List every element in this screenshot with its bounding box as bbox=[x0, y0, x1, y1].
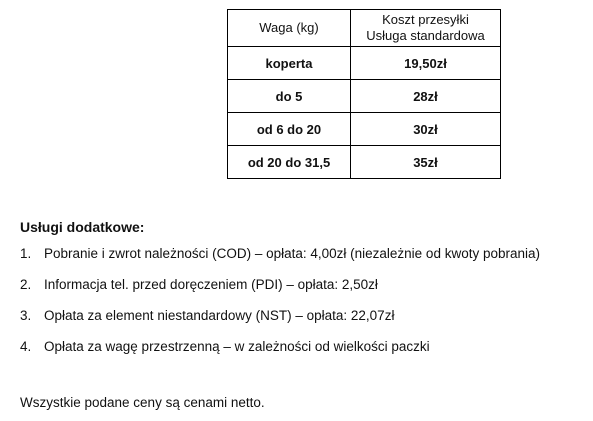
list-item-number: 1. bbox=[20, 246, 32, 261]
list-item bbox=[20, 308, 540, 339]
header-cost-line1: Koszt przesyłki bbox=[382, 12, 469, 27]
list-item-number: 2. bbox=[20, 277, 32, 292]
header-cost-line2: Usługa standardowa bbox=[366, 28, 485, 43]
cost-cell: 30zł bbox=[351, 113, 501, 146]
list-item bbox=[20, 246, 540, 277]
weight-cell: koperta bbox=[228, 47, 351, 80]
table-row bbox=[228, 80, 501, 113]
list-item-number: 3. bbox=[20, 308, 32, 323]
table-row bbox=[228, 47, 501, 80]
services-heading: Usługi dodatkowe: bbox=[20, 219, 145, 235]
table-header-row bbox=[228, 10, 501, 47]
list-item bbox=[20, 339, 540, 370]
list-item-number: 4. bbox=[20, 339, 32, 354]
weight-cell: do 5 bbox=[228, 80, 351, 113]
weight-cell: od 20 do 31,5 bbox=[228, 146, 351, 179]
table-row bbox=[228, 113, 501, 146]
header-weight: Waga (kg) bbox=[228, 10, 351, 47]
weight-cell: od 6 do 20 bbox=[228, 113, 351, 146]
list-item-text: Pobranie i zwrot należności (COD) – opłata: 4,00zł (niezależnie od kwoty pobrania) bbox=[44, 246, 540, 261]
header-cost bbox=[351, 10, 501, 47]
list-item-text: Opłata za wagę przestrzenną – w zależności od wielkości paczki bbox=[44, 339, 430, 354]
cost-cell: 28zł bbox=[351, 80, 501, 113]
cost-cell: 35zł bbox=[351, 146, 501, 179]
list-item-text: Opłata za element niestandardowy (NST) – opłata: 22,07zł bbox=[44, 308, 395, 323]
cost-cell: 19,50zł bbox=[351, 47, 501, 80]
services-list bbox=[20, 246, 540, 370]
list-item bbox=[20, 277, 540, 308]
list-item-text: Informacja tel. przed doręczeniem (PDI) – opłata: 2,50zł bbox=[44, 277, 378, 292]
shipping-price-table bbox=[227, 9, 501, 179]
price-note: Wszystkie podane ceny są cenami netto. bbox=[20, 395, 265, 410]
table-row bbox=[228, 146, 501, 179]
